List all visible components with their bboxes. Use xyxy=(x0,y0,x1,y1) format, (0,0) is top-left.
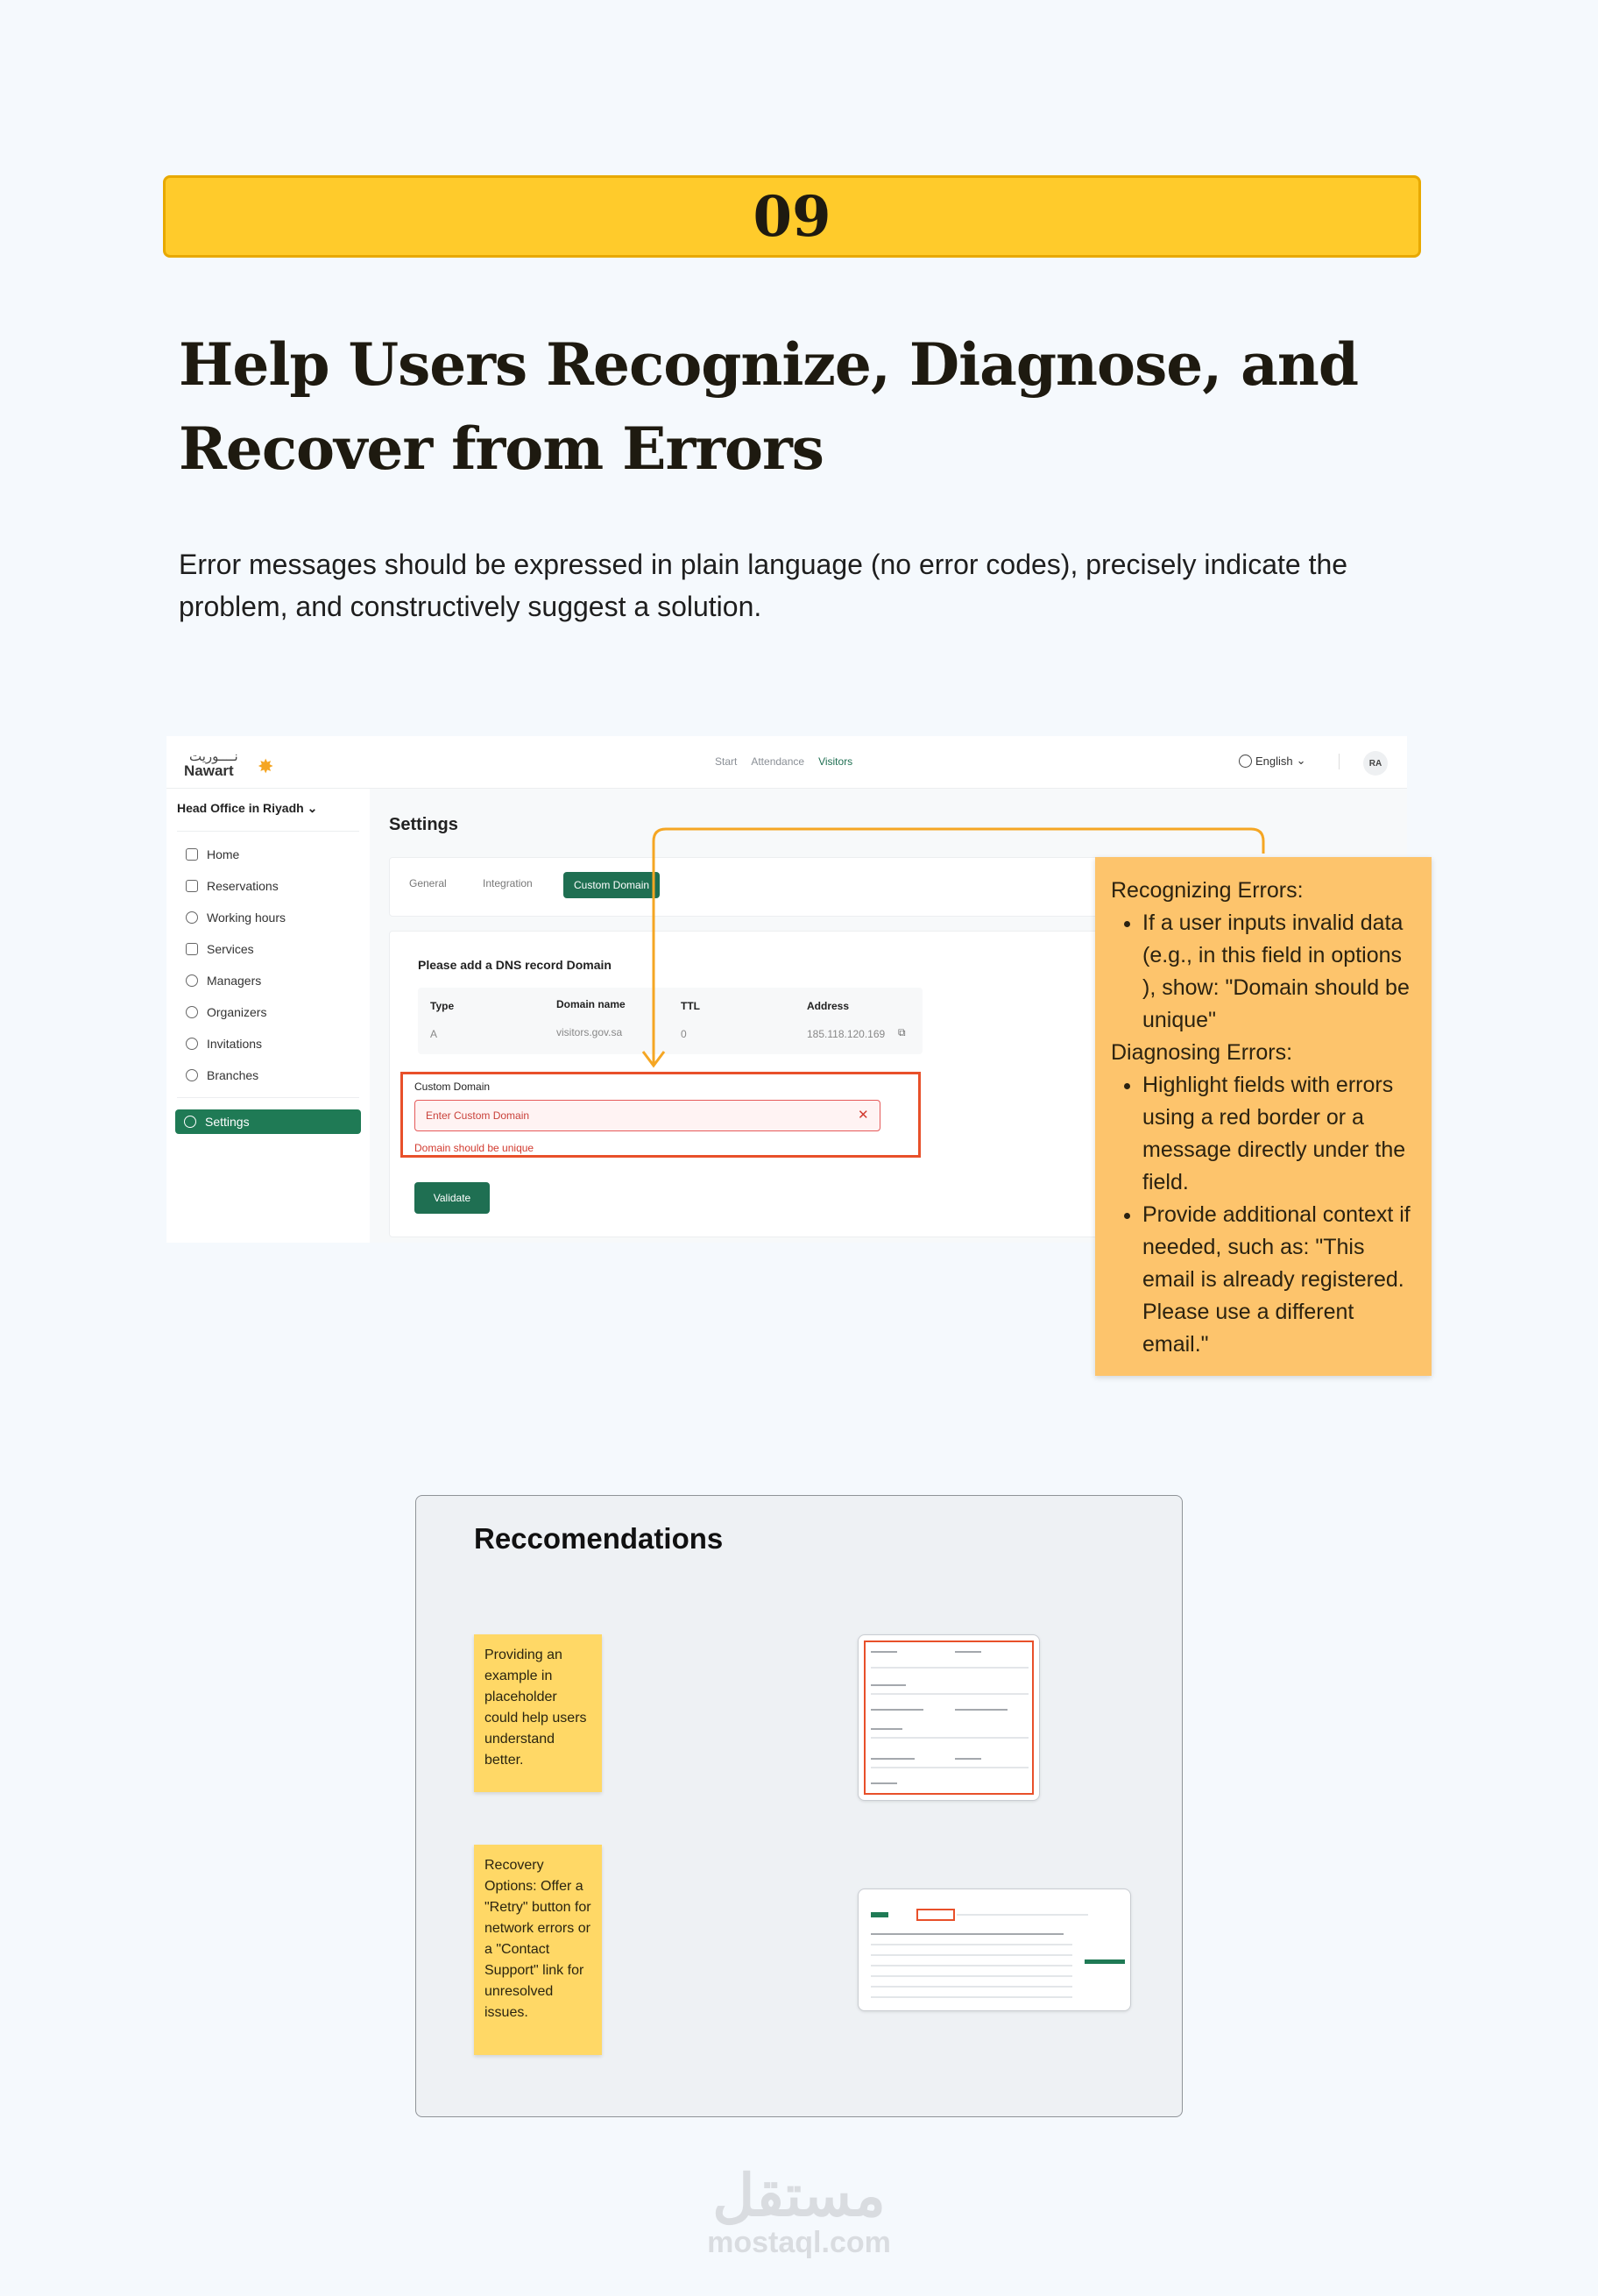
logo-arabic: نــــوريت xyxy=(189,749,238,764)
lead-paragraph: Error messages should be expressed in plain language (no error codes), precisely indicate the problem, and constructively suggest a solution. xyxy=(179,549,1348,622)
invitations-icon xyxy=(186,1038,198,1050)
sidebar-item-label: Invitations xyxy=(207,1037,263,1051)
sidebar-item-invitations[interactable] xyxy=(180,1031,359,1057)
watermark-english: mostaql.com xyxy=(707,2226,891,2259)
branch-label: Head Office in Riyadh xyxy=(177,801,304,815)
note-bullet: • If a user inputs invalid data (e.g., in this field in options ), show: "Domain should be unique" xyxy=(1142,907,1416,1037)
dns-header-ttl: TTL xyxy=(681,1000,700,1012)
sidebar-item-reservations[interactable] xyxy=(180,873,359,899)
branches-icon xyxy=(186,1069,198,1081)
reservations-icon xyxy=(186,880,198,892)
sidebar-item-home[interactable] xyxy=(180,841,359,868)
step-number: 09 xyxy=(753,183,831,250)
managers-icon xyxy=(186,974,198,987)
note-list-diagnosing xyxy=(1142,1069,1416,1361)
dns-heading: Please add a DNS record Domain xyxy=(418,958,612,972)
sidebar-item-label: Services xyxy=(207,942,254,956)
tab-general[interactable]: General xyxy=(409,877,447,889)
recommendations-heading: Reccomendations xyxy=(474,1522,724,1555)
clear-icon[interactable]: ✕ xyxy=(858,1108,869,1123)
organizers-icon xyxy=(186,1006,198,1018)
dns-header-address: Address xyxy=(807,1000,850,1012)
custom-domain-input[interactable]: Enter Custom Domain xyxy=(414,1100,880,1131)
watermark-arabic: مستقل xyxy=(712,2163,886,2228)
sidebar-item-label: Organizers xyxy=(207,1005,267,1019)
sidebar-item-label: Home xyxy=(207,847,240,861)
dns-cell-domain: visitors.gov.sa xyxy=(556,1026,623,1038)
custom-domain-label: Custom Domain xyxy=(414,1081,491,1093)
note-list-recognizing xyxy=(1142,907,1416,1037)
app-header xyxy=(166,736,1407,789)
recommendation-sticky-note: Recovery Options: Offer a "Retry" button for network errors or a "Contact Support" link for unresolved issues. xyxy=(474,1845,602,2055)
nawart-logo[interactable] xyxy=(184,748,274,779)
header-divider xyxy=(1339,754,1340,769)
form-example-thumbnail xyxy=(858,1634,1040,1801)
nav-start[interactable]: Start xyxy=(715,755,738,768)
sidebar-divider xyxy=(177,831,359,832)
top-nav xyxy=(715,755,852,768)
home-icon xyxy=(186,848,198,861)
sidebar-item-label: Working hours xyxy=(207,911,286,925)
step-banner xyxy=(163,175,1421,258)
dns-cell-address: 185.118.120.169 xyxy=(807,1028,886,1040)
sidebar-item-working-hours[interactable] xyxy=(180,904,359,931)
recommendations-panel xyxy=(415,1495,1183,2117)
thumbnail-error-frame xyxy=(916,1909,955,1921)
table-example-thumbnail xyxy=(858,1889,1131,2011)
sidebar xyxy=(166,789,370,1243)
chevron-down-icon: ⌄ xyxy=(307,801,318,815)
dns-cell-type: A xyxy=(430,1028,438,1040)
sidebar-item-settings[interactable] xyxy=(175,1109,361,1134)
dns-cell-ttl: 0 xyxy=(681,1028,687,1040)
language-selector[interactable] xyxy=(1239,754,1306,768)
chevron-down-icon: ⌄ xyxy=(1296,754,1306,767)
note-heading-recognizing: Recognizing Errors: xyxy=(1111,878,1304,903)
services-icon xyxy=(186,943,198,955)
sidebar-item-managers[interactable] xyxy=(180,967,359,994)
sidebar-item-services[interactable] xyxy=(180,936,359,962)
page-title: Help Users Recognize, Diagnose, and Recover from Errors xyxy=(179,330,1359,483)
external-link-icon[interactable]: ⧉ xyxy=(898,1026,906,1038)
logo-english: Nawart xyxy=(184,762,234,779)
clock-icon xyxy=(186,911,198,924)
settings-heading: Settings xyxy=(389,815,458,834)
domain-error-message: Domain should be unique xyxy=(414,1142,534,1154)
validate-button[interactable]: Validate xyxy=(414,1182,490,1214)
dns-header-domain: Domain name xyxy=(556,998,626,1010)
note-bullet: • Highlight fields with errors using a red border or a message directly under the field. xyxy=(1142,1069,1416,1199)
tab-custom-domain[interactable]: Custom Domain xyxy=(563,872,660,898)
sidebar-item-label: Branches xyxy=(207,1068,259,1082)
note-heading-diagnosing: Diagnosing Errors: xyxy=(1111,1040,1293,1065)
sidebar-item-branches[interactable] xyxy=(180,1062,359,1088)
sidebar-item-label: Reservations xyxy=(207,879,279,893)
thumbnail-error-frame xyxy=(864,1641,1034,1795)
sidebar-divider xyxy=(177,1097,359,1098)
mostaql-watermark xyxy=(701,2165,897,2260)
sidebar-item-label: Settings xyxy=(205,1115,250,1129)
sun-icon: ✸ xyxy=(258,755,274,777)
dns-table xyxy=(418,988,923,1054)
sidebar-item-label: Managers xyxy=(207,974,262,988)
gear-icon xyxy=(184,1116,196,1128)
branch-selector[interactable] xyxy=(177,801,317,816)
nav-attendance[interactable]: Attendance xyxy=(751,755,805,768)
avatar[interactable]: RA xyxy=(1363,751,1388,776)
tab-integration[interactable]: Integration xyxy=(483,877,533,889)
sidebar-item-organizers[interactable] xyxy=(180,999,359,1025)
dns-header-type: Type xyxy=(430,1000,455,1012)
annotation-note xyxy=(1095,857,1432,1376)
note-bullet: • Provide additional context if needed, such as: "This email is already registered. Please use a different email." xyxy=(1142,1199,1416,1361)
globe-icon xyxy=(1239,755,1252,768)
language-label: English xyxy=(1255,754,1293,768)
nav-visitors[interactable]: Visitors xyxy=(818,755,853,768)
recommendation-sticky-note: Providing an example in placeholder could help users understand better. xyxy=(474,1634,602,1792)
